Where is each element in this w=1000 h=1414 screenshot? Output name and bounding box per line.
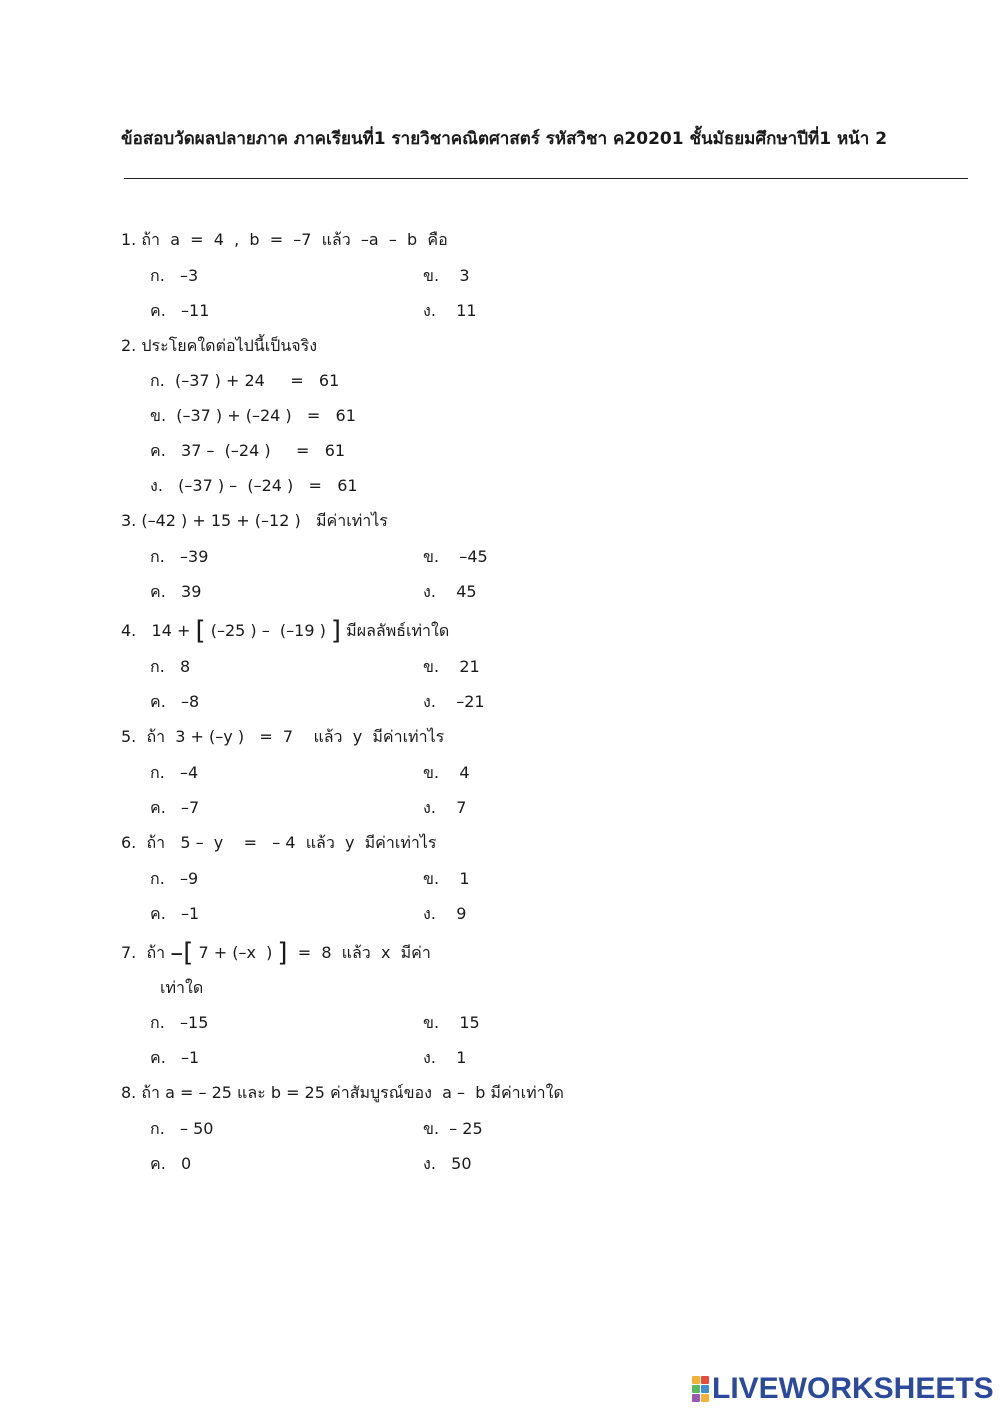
logo-block [701,1385,709,1393]
q1-option-a: ก. –3 [150,266,199,285]
negative-sign: – [170,938,184,968]
question-1: 1. ถ้า a = 4 , b = –7 แล้ว –a – b คือ [121,230,448,249]
q6-option-a: ก. –9 [150,869,199,888]
q4-option-c: ค. –8 [150,692,200,711]
q4-option-b: ข. 21 [423,657,480,676]
logo-block [692,1394,700,1402]
q5-option-b: ข. 4 [423,763,470,782]
q1-option-d: ง. 11 [423,301,477,320]
logo-block [701,1376,709,1384]
left-bracket: [ [183,938,194,968]
q3-option-d: ง. 45 [423,582,477,601]
left-bracket: [ [195,616,206,646]
page-header-title: ข้อสอบวัดผลปลายภาค ภาคเรียนที่1 รายวิชาคณิตศาสตร์ รหัสวิชา ค20201 ชั้นมัธยมศึกษาปีที่1 หน้า 2 [121,129,888,149]
q5-option-d: ง. 7 [423,798,467,817]
question-2: 2. ประโยคใดต่อไปนี้เป็นจริง [121,336,318,355]
q4-option-a: ก. 8 [150,657,191,676]
q3-option-b: ข. –45 [423,547,488,566]
q7-text-continued: เท่าใด [160,978,204,997]
q7-text-start: 7. ถ้า [121,943,171,962]
q1-option-c: ค. –11 [150,301,210,320]
question-3: 3. (–42 ) + 15 + (–12 ) มีค่าเท่าไร [121,511,388,530]
q6-option-d: ง. 9 [423,904,467,923]
logo-block [692,1385,700,1393]
q7-option-a: ก. –15 [150,1013,209,1032]
q4-option-d: ง. –21 [423,692,485,711]
q4-text-start: 4. 14 + [121,621,196,640]
q2-option-d: ง. (–37 ) – (–24 ) = 61 [150,476,358,495]
q8-option-c: ค. 0 [150,1154,192,1173]
q5-option-c: ค. –7 [150,798,200,817]
q3-option-c: ค. 39 [150,582,202,601]
header-divider [124,178,968,179]
q3-option-a: ก. –39 [150,547,209,566]
logo-block [692,1376,700,1384]
q6-option-b: ข. 1 [423,869,470,888]
logo-block [701,1394,709,1402]
q7-option-b: ข. 15 [423,1013,480,1032]
question-7 [121,938,431,968]
logo-blocks-icon [692,1376,709,1402]
q8-option-d: ง. 50 [423,1154,472,1173]
q8-option-b: ข. – 25 [423,1119,483,1138]
q2-option-c: ค. 37 – (–24 ) = 61 [150,441,346,460]
liveworksheets-logo [692,1372,994,1406]
q7-option-d: ง. 1 [423,1048,467,1067]
right-bracket: ] [277,938,288,968]
q7-option-c: ค. –1 [150,1048,200,1067]
question-6: 6. ถ้า 5 – y = – 4 แล้ว y มีค่าเท่าไร [121,833,437,852]
question-4 [121,616,450,646]
q7-text-middle: 7 + (–x ) [193,943,278,962]
q7-text-end: = 8 แล้ว x มีค่า [287,943,431,962]
q4-text-end: มีผลลัพธ์เท่าใด [341,621,450,640]
q4-text-middle: (–25 ) – (–19 ) [205,621,331,640]
q5-option-a: ก. –4 [150,763,199,782]
q2-option-a: ก. (–37 ) + 24 = 61 [150,371,340,390]
q8-option-a: ก. – 50 [150,1119,214,1138]
logo-text: LIVEWORKSHEETS [712,1372,994,1405]
right-bracket: ] [330,616,342,646]
question-5: 5. ถ้า 3 + (–y ) = 7 แล้ว y มีค่าเท่าไร [121,727,445,746]
q1-option-b: ข. 3 [423,266,470,285]
question-8: 8. ถ้า a = – 25 และ b = 25 ค่าสัมบูรณ์ของ a – b มีค่าเท่าใด [121,1083,564,1102]
q2-option-b: ข. (–37 ) + (–24 ) = 61 [150,406,356,425]
q6-option-c: ค. –1 [150,904,200,923]
